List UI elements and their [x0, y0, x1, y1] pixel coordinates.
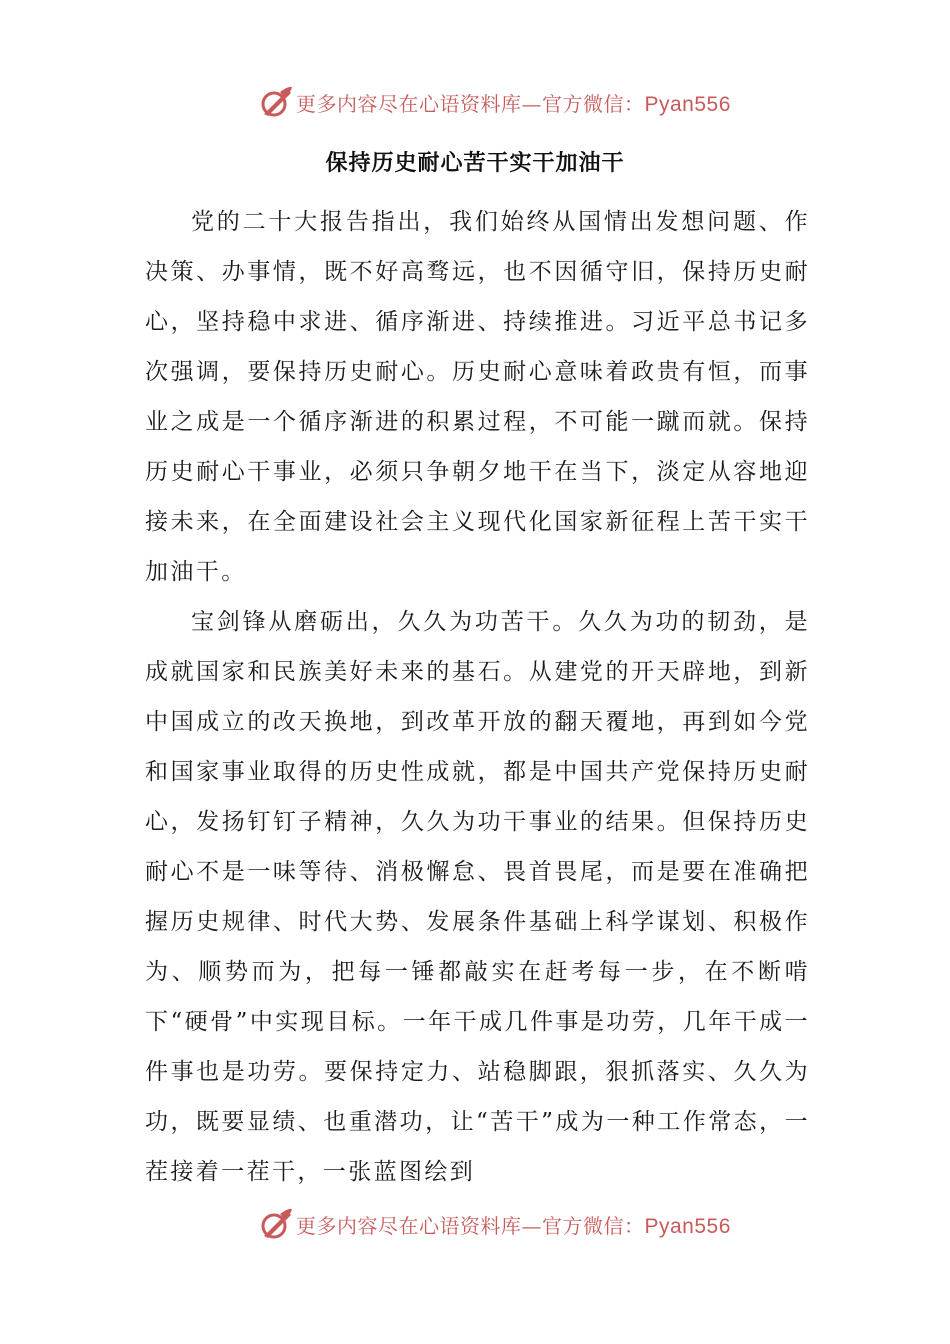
- quill-logo-icon: [258, 84, 294, 120]
- document-title: 保持历史耐心苦干实干加油干: [325, 150, 625, 176]
- footer-watermark-text: 更多内容尽在心语资料库—官方微信：Pyan556: [296, 1213, 731, 1238]
- paragraph: 党的二十大报告指出，我们始终从国情出发想问题、作决策、办事情，既不好高骛远，也不因循守旧，保持历史耐心，坚持稳中求进、循序渐进、持续推进。习近平总书记多次强调，要保持历史耐心。历史耐心意味着政贵有恒，而事业之成是一个循序渐进的积累过程，不可能一蹴而就。保持历史耐心干事业，必须只争朝夕地干在当下，淡定从容地迎接未来，在全面建设社会主义现代化国家新征程上苦干实干加油干。: [145, 209, 810, 585]
- footer-watermark: [0, 1204, 950, 1248]
- quill-logo-icon: [258, 1206, 294, 1242]
- header-watermark-text: 更多内容尽在心语资料库—官方微信：Pyan556: [296, 91, 731, 116]
- header-watermark: [0, 80, 950, 124]
- paragraph: 宝剑锋从磨砺出，久久为功苦干。久久为功的韧劲，是成就国家和民族美好未来的基石。从建党的开天辟地，到新中国成立的改天换地，到改革开放的翻天覆地，再到如今党和国家事业取得的历史性成就，都是中国共产党保持历史耐心，发扬钉钉子精神，久久为功干事业的结果。但保持历史耐心不是一味等待、消极懈怠、畏首畏尾，而是要在准确把握历史规律、时代大势、发展条件基础上科学谋划、积极作为、顺势而为，把每一锤都敲实在赶考每一步，在不断啃下“硬骨”中实现目标。一年干成几件事是功劳，几年干成一件事也是功劳。要保持定力、站稳脚跟，狠抓落实、久久为功，既要显绩、也重潜功，让“苦干”成为一种工作常态，一茬接着一茬干，一张蓝图绘到: [145, 609, 810, 1185]
- document-body: [145, 197, 810, 1197]
